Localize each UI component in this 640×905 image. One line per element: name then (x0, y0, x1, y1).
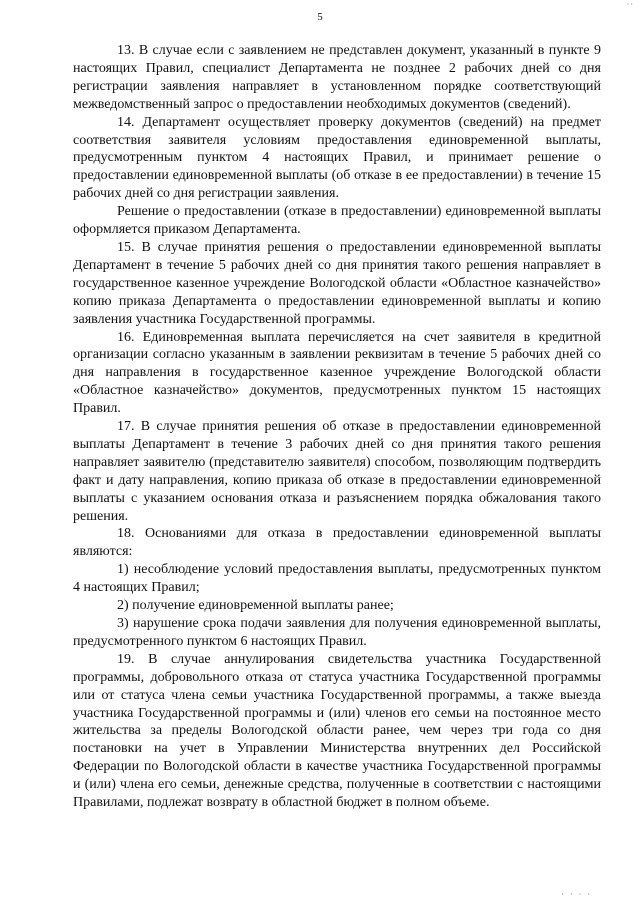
paragraph-18-item-1: 1) несоблюдение условий предоставления выплаты, предусмотренных пунктом 4 настоящих Правил; (73, 562, 601, 596)
paragraph-18: 18. Основаниями для отказа в предоставлении единовременной выплаты являются: (73, 526, 601, 560)
paragraph-19: 19. В случае аннулирования свидетельства участника Государственной программы, добровольного отказа от статуса участника Государственной программы или от статуса члена семьи участника Государственной программы, а также выезда участника Государственной программы и (или) членов его семьи на постоянное место жительства за пределы Вологодской области ранее, чем через три года со дня постановки на учет в Управлении Министерства внутренних дел Российской Федерации по Вологодской области в качестве участника Государственной программы и (или) члена его семьи, денежные средства, полученные в соответствии с настоящими Правилами, подлежат возврату в областной бюджет в полном объеме. (73, 651, 601, 811)
paragraph-17: 17. В случае принятия решения об отказе в предоставлении единовременной выплаты Департамент в течение 3 рабочих дней со дня принятия такого решения направляет заявителю (представителю заявителя) способом, позволяющим подтвердить факт и дату направления, копию приказа об отказе в предоставлении единовременной выплаты с указанием основания отказа и разъяснением порядка обжалования такого решения. (73, 419, 601, 524)
paragraph-16: 16. Единовременная выплата перечисляется на счет заявителя в кредитной организации согласно указанным в заявлении реквизитам в течение 5 рабочих дней со дня направления в государственное казенное учреждение Вологодской области «Областное казначейство» документов, предусмотренных пунктом 15 настоящих Правил. (73, 329, 601, 417)
bottom-scan-mark: · · · · (561, 890, 592, 899)
document-body (73, 42, 601, 812)
paragraph-15: 15. В случае принятия решения о предоставлении единовременной выплаты Департамент в течение 5 рабочих дней со дня принятия такого решения направляет в государственное казенное учреждение Вологодской области «Областное казначейство» копию приказа Департамента о предоставлении единовременной выплаты и копию заявления участника Государственной программы. (73, 239, 601, 327)
corner-scan-mark: ·· (626, 0, 634, 9)
paragraph-13: 13. В случае если с заявлением не представлен документ, указанный в пункте 9 настоящих Правил, специалист Департамента не позднее 2 рабочих дней со дня регистрации заявления направляет в установленном порядке соответствующий межведомственный запрос о предоставлении необходимых документов (сведений). (73, 43, 601, 112)
paragraph-14-decision: Решение о предоставлении (отказе в предоставлении) единовременной выплаты оформляется приказом Департамента. (73, 204, 601, 238)
paragraph-14: 14. Департамент осуществляет проверку документов (сведений) на предмет соответствия заявителя условиям предоставления единовременной выплаты, предусмотренным пунктом 4 настоящих Правил, и принимает решение о предоставлении единовременной выплаты (об отказе в ее предоставлении) в течение 15 рабочих дней со дня регистрации заявления. (73, 114, 601, 202)
paragraph-18-item-2: 2) получение единовременной выплаты ранее; (117, 598, 394, 614)
page-number: 5 (317, 11, 323, 23)
paragraph-18-item-3: 3) нарушение срока подачи заявления для получения единовременной выплаты, предусмотренного пунктом 6 настоящих Правил. (73, 616, 601, 649)
